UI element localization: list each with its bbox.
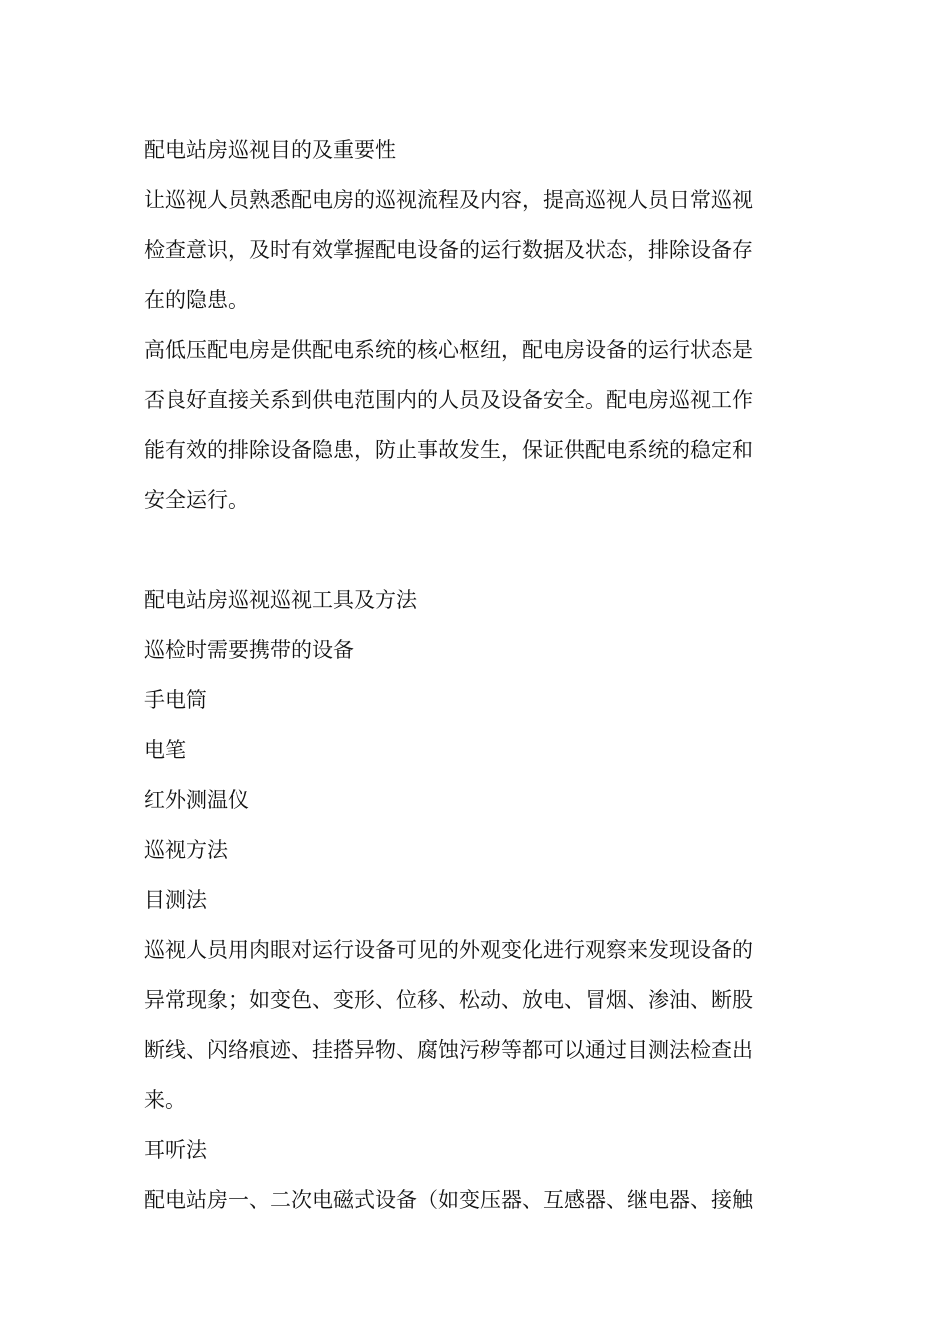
tools-list bbox=[144, 675, 808, 825]
text-line: 异常现象；如变色、变形、位移、松动、放电、冒烟、渗油、断股 bbox=[144, 988, 753, 1012]
visual-method-title: 目测法 bbox=[144, 888, 207, 912]
text-line: 安全运行。 bbox=[144, 488, 249, 512]
document-body bbox=[144, 125, 808, 1225]
text-line: 在的隐患。 bbox=[144, 288, 249, 312]
text-line: 来。 bbox=[144, 1088, 186, 1112]
text-line: 高低压配电房是供配电系统的核心枢纽，配电房设备的运行状态是 bbox=[144, 338, 753, 362]
methods-heading: 巡视方法 bbox=[144, 838, 228, 862]
text-line: 巡视人员用肉眼对运行设备可见的外观变化进行观察来发现设备的 bbox=[144, 938, 753, 962]
tool-item: 手电筒 bbox=[144, 688, 207, 712]
section-heading-purpose: 配电站房巡视目的及重要性 bbox=[144, 138, 396, 162]
text-line: 让巡视人员熟悉配电房的巡视流程及内容，提高巡视人员日常巡视 bbox=[144, 188, 753, 212]
text-line: 否良好直接关系到供电范围内的人员及设备安全。配电房巡视工作 bbox=[144, 388, 753, 412]
text-line: 能有效的排除设备隐患，防止事故发生，保证供配电系统的稳定和 bbox=[144, 438, 753, 462]
section-heading-tools-methods: 配电站房巡视巡视工具及方法 bbox=[144, 588, 417, 612]
text-line: 断线、闪络痕迹、挂搭异物、腐蚀污秽等都可以通过目测法检查出 bbox=[144, 1038, 753, 1062]
paragraph-listening-method bbox=[144, 1175, 808, 1225]
text-line: 配电站房一、二次电磁式设备（如变压器、互感器、继电器、接触 bbox=[144, 1188, 753, 1212]
text-line: 检查意识，及时有效掌握配电设备的运行数据及状态，排除设备存 bbox=[144, 238, 753, 262]
paragraph-importance bbox=[144, 325, 808, 525]
tool-item: 红外测温仪 bbox=[144, 788, 249, 812]
paragraph-visual-method bbox=[144, 925, 808, 1125]
section-spacer bbox=[144, 525, 808, 575]
tool-item: 电笔 bbox=[144, 738, 186, 762]
paragraph-purpose bbox=[144, 175, 808, 325]
listening-method-title: 耳听法 bbox=[144, 1138, 207, 1162]
tools-heading: 巡检时需要携带的设备 bbox=[144, 638, 354, 662]
